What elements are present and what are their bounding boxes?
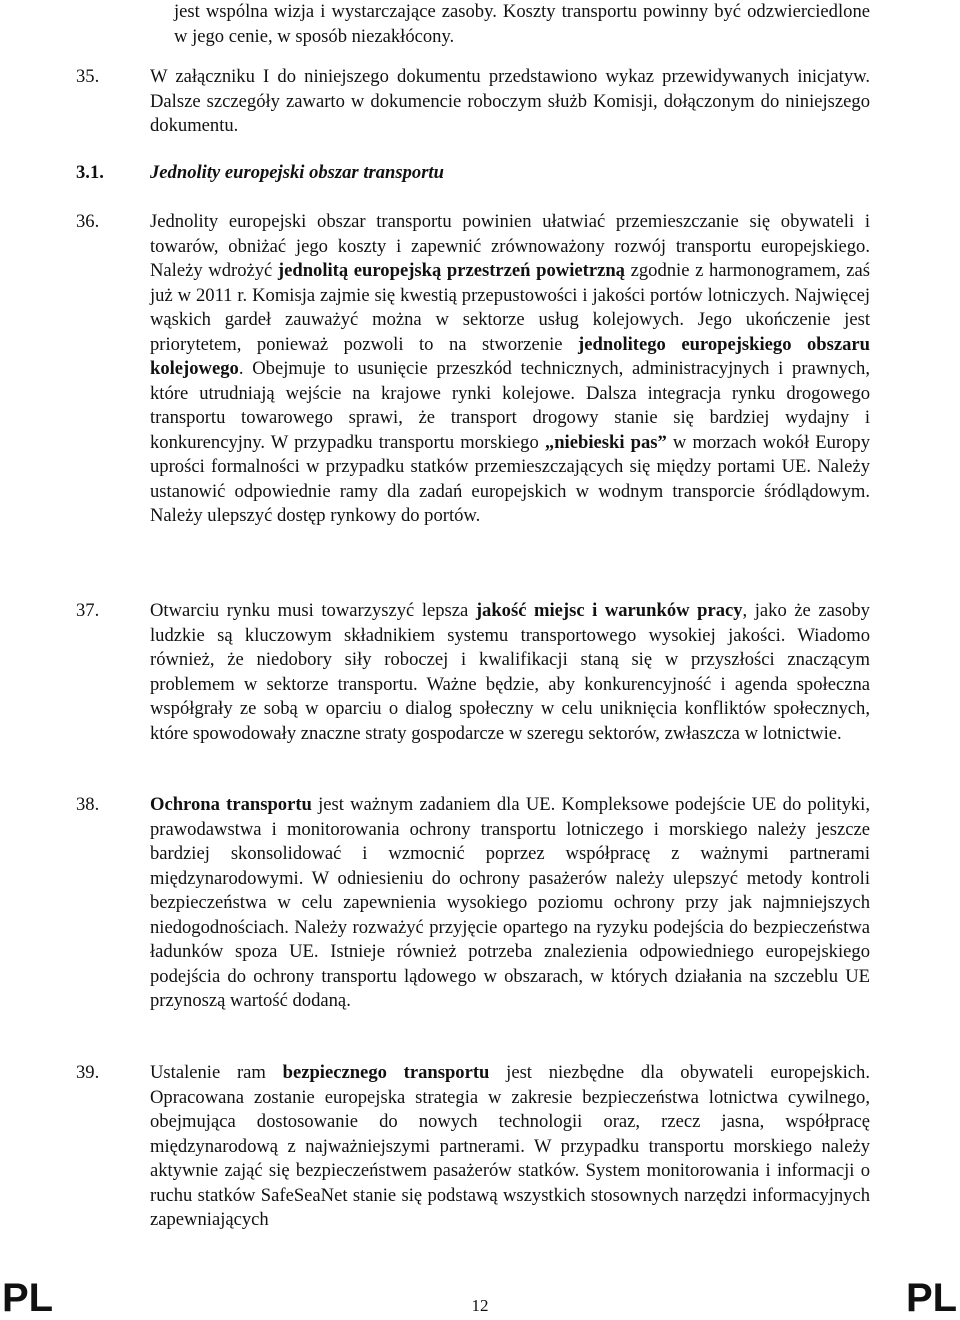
paragraph-36	[76, 210, 870, 529]
paragraph-text	[150, 599, 870, 746]
paragraph-35	[76, 65, 870, 139]
paragraph-number: 35.	[76, 66, 100, 87]
continuation-paragraph: jest wspólna wizja i wystarczające zasoby. Koszty transportu powinny być odzwierciedlone w jego cenie, w sposób niezakłócony.	[174, 1, 870, 47]
bold-term: bezpiecznego transportu	[282, 1062, 490, 1083]
text-run: , jako że zasoby ludzkie są kluczowym składnikiem systemu transportowego wysokiej jakości. Wiadomo również, że niedobory siły roboczej i kwalifikacji staną się w przyszłości znaczącym problemem w sektorze transportu. Ważne będzie, aby konkurencyjność i agenda społeczna współgrały ze sobą w oparciu o dialog społeczny w celu uniknięcia konfliktów społecznych, które spowodowały znaczne straty gospodarcze w szeregu sektorów, zwłaszcza w lotnictwie.	[150, 600, 870, 744]
paragraph-number: 38.	[76, 794, 100, 815]
section-number: 3.1.	[76, 162, 104, 183]
section-title: Jednolity europejski obszar transportu	[150, 162, 444, 183]
bold-term: „niebieski pas”	[544, 431, 667, 453]
paragraph-number: 39.	[76, 1062, 100, 1083]
bold-term: Ochrona transportu	[150, 794, 312, 815]
footer-language-left: PL	[2, 1276, 54, 1320]
text-run: zgodnie z harmonogramem, zaś już w 2011 r. Komisja zajmie się kwestią przepustowości i jakości portów lotniczych. Najwięcej wąskich gardeł zauważyć można w sektorze usług kolejowych. Jego ukończenie jest priorytetem, ponieważ pozwoli to na stworzenie	[150, 260, 870, 355]
paragraph-number: 37.	[76, 600, 100, 621]
text-run: jest ważnym zadaniem dla UE. Kompleksowe podejście UE do polityki, prawodawstwa i monitorowania ochrony transportu lotniczego i morskiego należy jeszcze bardziej skonsolidować i wzmocnić poprzez współpracę z ważnymi partnerami międzynarodowymi. W odniesieniu do ochrony pasażerów należy ulepszyć metody kontroli bezpieczeństwa w celu zapewnienia wysokiego poziomu ochrony przy jak najmniejszych niedogodnościach. Należy rozważyć przyjęcie opartego na ryzyku podejścia do bezpieczeństwa ładunków spoza UE. Istnieje również potrzeba znalezienia odpowiedniego europejskiego podejścia do ochrony transportu lądowego w obszarach, w których działania na szczeblu UE przynoszą wartość dodaną.	[150, 794, 870, 1011]
paragraph-text	[150, 793, 870, 1014]
paragraph-37	[76, 599, 870, 746]
text-run: . Obejmuje to usunięcie przeszkód technicznych, administracyjnych i prawnych, które utrudniają wejście na krajowe rynki kolejowe. Dalsza integracja rynku drogowego transportu towarowego sprawi, że transport drogowy stanie się bardziej wydajny i konkurencyjny. W przypadku transportu morskiego	[150, 358, 870, 453]
paragraph-number: 36.	[76, 211, 100, 232]
bold-term: jakość miejsc i warunków pracy	[475, 600, 743, 621]
paragraph-38	[76, 793, 870, 1014]
section-heading	[76, 161, 870, 185]
paragraph-text	[150, 1061, 870, 1233]
paragraph-text: W załączniku I do niniejszego dokumentu przedstawiono wykaz przewidywanych inicjatyw. Dalsze szczegóły zawarto w dokumencie roboczym służb Komisji, dołączonym do niniejszego dokumentu.	[150, 66, 870, 136]
text-run: Jednolity europejski obszar transportu powinien ułatwiać przemieszczanie się obywateli i towarów, obniżać jego koszty i zapewnić zrównoważony rozwój transportu europejskiego. Należy wdrożyć	[150, 211, 870, 281]
paragraph-39	[76, 1061, 870, 1233]
text-run: Otwarciu rynku musi towarzyszyć lepsza	[150, 600, 476, 621]
page-number: 12	[471, 1296, 489, 1315]
text-run: jest niezbędne dla obywateli europejskich. Opracowana zostanie europejska strategia w zakresie bezpieczeństwa lotnictwa cywilnego, obejmująca dostosowanie do nowych technologii oraz, rzecz jasna, współpracę międzynarodową z najważniejszymi partnerami. W przypadku transportu morskiego należy aktywnie zająć się bezpieczeństwem pasażerów statków. System monitorowania i informacji o ruchu statków SafeSeaNet stanie się podstawą wszystkich stosownych narzędzi informacyjnych zapewniających	[150, 1062, 870, 1230]
text-run: Ustalenie ram	[150, 1062, 283, 1083]
paragraph-text	[150, 210, 870, 529]
bold-term: jednolitą europejską przestrzeń powietrzną	[277, 260, 625, 281]
footer-language-right: PL	[906, 1276, 958, 1320]
bold-term: jednolitego europejskiego obszaru kolejowego	[150, 333, 871, 379]
text-run: w morzach wokół Europy uprości formalności w przypadku statków przemieszczających się między portami UE. Należy ustanowić odpowiednie ramy dla zadań europejskich w wodnym transporcie śródlądowym. Należy ulepszyć dostęp rynkowy do portów.	[150, 431, 871, 526]
